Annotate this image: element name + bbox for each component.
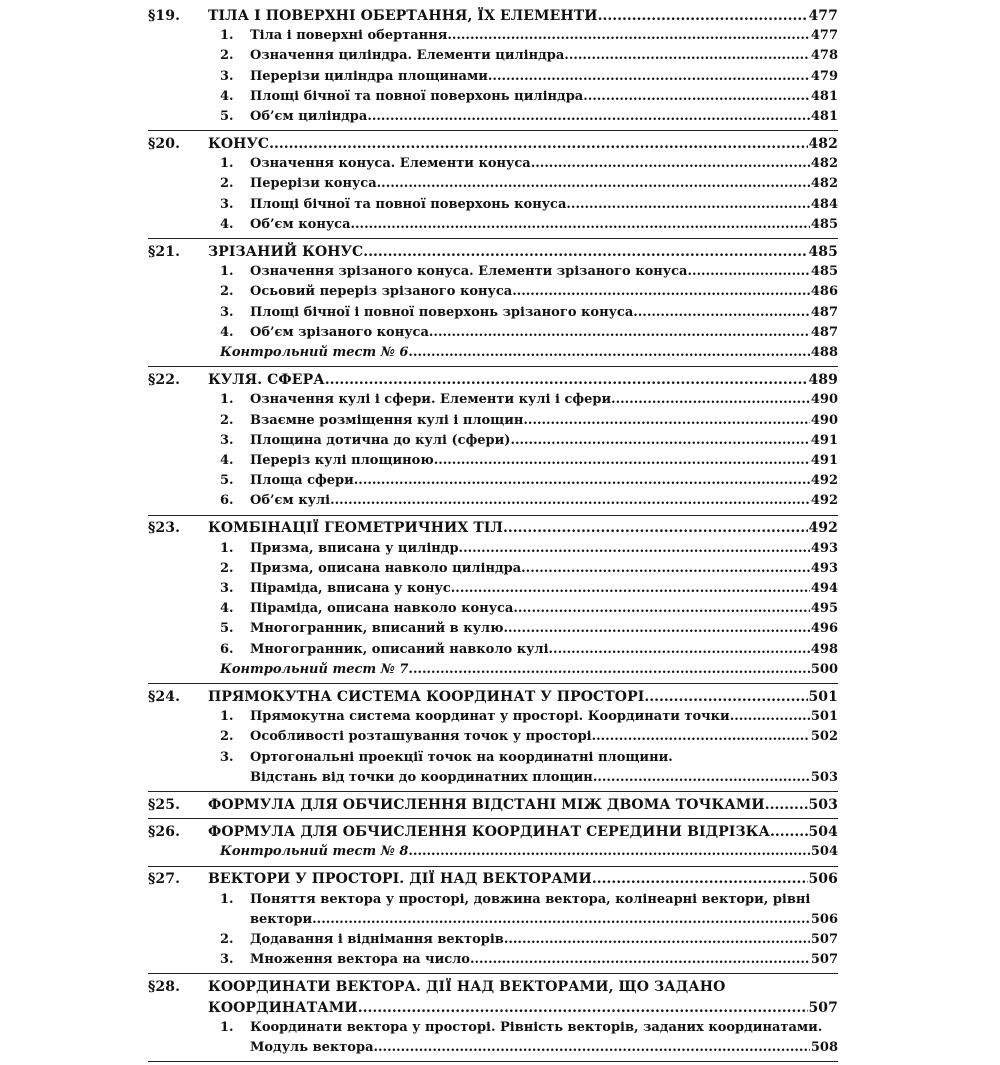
item-page: 481 bbox=[810, 88, 838, 104]
item-title: Означення циліндра. Елементи циліндра bbox=[250, 48, 565, 64]
item-number: 4. bbox=[220, 216, 234, 232]
leader-dots bbox=[451, 579, 810, 599]
item-title: Об’єм циліндра bbox=[250, 108, 368, 124]
item-page: 477 bbox=[810, 28, 838, 44]
item-number: 1. bbox=[220, 264, 234, 280]
leader-dots bbox=[363, 242, 808, 262]
item-title: Означення кулі і сфери. Елементи кулі і сфери bbox=[250, 392, 612, 408]
leader-dots bbox=[523, 411, 810, 431]
section-page: 477 bbox=[808, 7, 838, 24]
section-title: ЗРІЗАНИЙ КОНУС bbox=[208, 244, 364, 261]
item-title: Ортогональні проекції точок на координатні площини. bbox=[250, 749, 673, 765]
item-page: 493 bbox=[810, 560, 838, 576]
control-test-page: 488 bbox=[810, 344, 838, 360]
item-number: 2. bbox=[220, 729, 234, 745]
leader-dots bbox=[354, 471, 810, 491]
section-title: КОМБІНАЦІЇ ГЕОМЕТРИЧНИХ ТІЛ bbox=[208, 520, 503, 537]
item-page: 491 bbox=[810, 452, 838, 468]
toc-item bbox=[148, 431, 838, 451]
toc-item bbox=[148, 471, 838, 491]
section-title: ТІЛА І ПОВЕРХНІ ОБЕРТАННЯ, ЇХ ЕЛЕМЕНТИ bbox=[208, 7, 598, 24]
control-test-title: Контрольний тест № 7 bbox=[220, 661, 409, 677]
item-number: 2. bbox=[220, 560, 234, 576]
item-title: Особливості розташування точок у просторі bbox=[250, 729, 592, 745]
section-heading bbox=[148, 822, 838, 842]
section-page: 489 bbox=[808, 372, 838, 389]
section-page: 504 bbox=[808, 824, 838, 841]
item-page: 494 bbox=[810, 581, 838, 597]
toc-section bbox=[148, 242, 838, 367]
item-title: Площа сфери bbox=[250, 473, 354, 489]
toc-item-line bbox=[148, 748, 838, 768]
item-number: 2. bbox=[220, 284, 234, 300]
section-number: §20. bbox=[148, 136, 181, 153]
section-title: ПРЯМОКУТНА СИСТЕМА КООРДИНАТ У ПРОСТОРІ bbox=[208, 688, 645, 705]
toc-section bbox=[148, 519, 838, 685]
toc-section bbox=[148, 370, 838, 515]
control-test-title: Контрольний тест № 6 bbox=[220, 344, 409, 360]
item-number: 2. bbox=[220, 932, 234, 948]
item-page: 507 bbox=[810, 952, 838, 968]
item-page: 492 bbox=[810, 493, 838, 509]
item-title: Множення вектора на число bbox=[250, 952, 470, 968]
leader-dots bbox=[488, 67, 810, 87]
item-page: 503 bbox=[810, 769, 838, 785]
section-number: §19. bbox=[148, 7, 181, 24]
item-page: 492 bbox=[810, 473, 838, 489]
toc-section bbox=[148, 134, 838, 239]
leader-dots bbox=[644, 687, 808, 707]
item-page: 508 bbox=[810, 1039, 838, 1055]
leader-dots bbox=[447, 26, 810, 46]
item-number: 2. bbox=[220, 412, 234, 428]
leader-dots bbox=[504, 930, 810, 950]
toc-item bbox=[148, 262, 838, 282]
toc-item bbox=[148, 154, 838, 174]
item-title: Поняття вектора у просторі, довжина вектора, колінеарні вектори, рівні bbox=[250, 891, 811, 907]
toc-item-line-2 bbox=[148, 1038, 838, 1058]
toc-item bbox=[148, 87, 838, 107]
item-title: Площі бічної та повної поверхонь конуса bbox=[250, 196, 567, 212]
toc-item bbox=[148, 579, 838, 599]
item-page: 495 bbox=[810, 601, 838, 617]
toc-item bbox=[148, 727, 838, 747]
table-of-contents bbox=[148, 6, 838, 1065]
item-title: Площі бічної та повної поверхонь циліндра bbox=[250, 88, 584, 104]
leader-dots bbox=[583, 87, 810, 107]
section-page: 485 bbox=[808, 244, 838, 261]
item-page: 487 bbox=[810, 304, 838, 320]
section-number: §24. bbox=[148, 688, 181, 705]
item-page: 479 bbox=[810, 68, 838, 84]
item-number: 3. bbox=[220, 432, 234, 448]
toc-item bbox=[148, 175, 838, 195]
item-page: 485 bbox=[810, 216, 838, 232]
item-title: Переріз кулі площиною bbox=[250, 452, 434, 468]
leader-dots bbox=[503, 518, 809, 538]
toc-item-line bbox=[148, 1018, 838, 1038]
section-number: §22. bbox=[148, 372, 181, 389]
item-number: 6. bbox=[220, 641, 234, 657]
item-page: 482 bbox=[810, 176, 838, 192]
item-number: 1. bbox=[220, 540, 234, 556]
item-title: Прямокутна система координат у просторі. Координати точки bbox=[250, 709, 730, 725]
leader-dots bbox=[408, 343, 810, 363]
section-title: ВЕКТОРИ У ПРОСТОРІ. ДІЇ НАД ВЕКТОРАМИ bbox=[208, 871, 592, 888]
item-title: Призма, описана навколо циліндра bbox=[250, 560, 522, 576]
leader-dots bbox=[367, 107, 810, 127]
toc-item bbox=[148, 67, 838, 87]
item-number: 6. bbox=[220, 493, 234, 509]
item-page: 485 bbox=[810, 264, 838, 280]
item-number: 3. bbox=[220, 68, 234, 84]
toc-section bbox=[148, 977, 838, 1062]
item-number: 3. bbox=[220, 304, 234, 320]
leader-dots bbox=[564, 46, 810, 66]
leader-dots bbox=[765, 795, 809, 815]
toc-item bbox=[148, 282, 838, 302]
toc-section bbox=[148, 687, 838, 792]
leader-dots bbox=[459, 539, 810, 559]
leader-dots bbox=[592, 869, 809, 889]
control-test bbox=[148, 343, 838, 363]
toc-item bbox=[148, 539, 838, 559]
item-page: 481 bbox=[810, 108, 838, 124]
section-page: 507 bbox=[808, 999, 838, 1016]
toc-item bbox=[148, 707, 838, 727]
section-page: 501 bbox=[808, 688, 838, 705]
toc-item-line-2 bbox=[148, 910, 838, 930]
leader-dots bbox=[687, 262, 810, 282]
toc-item bbox=[148, 26, 838, 46]
item-title: Піраміда, вписана у конус bbox=[250, 581, 451, 597]
section-page: 482 bbox=[808, 136, 838, 153]
item-title: Многогранник, описаний навколо кулі bbox=[250, 641, 549, 657]
leader-dots bbox=[330, 491, 810, 511]
item-number: 4. bbox=[220, 324, 234, 340]
item-page: 507 bbox=[810, 932, 838, 948]
item-title: Об’єм кулі bbox=[250, 493, 331, 509]
item-number: 1. bbox=[220, 392, 234, 408]
section-page: 503 bbox=[808, 796, 838, 813]
leader-dots bbox=[593, 768, 810, 788]
item-page: 478 bbox=[810, 48, 838, 64]
leader-dots bbox=[503, 619, 810, 639]
item-title-continued: Відстань від точки до координатних площин bbox=[250, 769, 593, 785]
leader-dots bbox=[598, 6, 809, 26]
item-page: 482 bbox=[810, 156, 838, 172]
leader-dots bbox=[429, 323, 810, 343]
leader-dots bbox=[434, 451, 810, 471]
section-page: 506 bbox=[808, 871, 838, 888]
leader-dots bbox=[521, 559, 810, 579]
toc-item bbox=[148, 390, 838, 410]
toc-item bbox=[148, 195, 838, 215]
item-title: Додавання і віднімання векторів bbox=[250, 932, 504, 948]
toc-item bbox=[148, 619, 838, 639]
section-title-continued: КООРДИНАТАМИ bbox=[208, 999, 358, 1016]
item-title: Взаємне розміщення кулі і площин bbox=[250, 412, 524, 428]
item-title: Означення зрізаного конуса. Елементи зрізаного конуса bbox=[250, 264, 688, 280]
toc-item bbox=[148, 451, 838, 471]
toc-section bbox=[148, 6, 838, 131]
toc-item bbox=[148, 640, 838, 660]
item-page: 498 bbox=[810, 641, 838, 657]
item-title-continued: Модуль вектора bbox=[250, 1039, 374, 1055]
leader-dots bbox=[770, 822, 808, 842]
item-title: Перерізи конуса bbox=[250, 176, 377, 192]
section-heading bbox=[148, 870, 838, 890]
section-title: ФОРМУЛА ДЛЯ ОБЧИСЛЕННЯ КООРДИНАТ СЕРЕДИНИ ВІДРІЗКА bbox=[208, 824, 771, 841]
item-number: 3. bbox=[220, 196, 234, 212]
toc-item bbox=[148, 491, 838, 511]
item-number: 1. bbox=[220, 28, 234, 44]
leader-dots bbox=[325, 370, 809, 390]
leader-dots bbox=[312, 910, 810, 930]
leader-dots bbox=[351, 215, 811, 235]
section-heading bbox=[148, 519, 838, 539]
item-number: 3. bbox=[220, 749, 234, 765]
item-page: 501 bbox=[810, 709, 838, 725]
item-page: 506 bbox=[810, 911, 838, 927]
item-number: 3. bbox=[220, 581, 234, 597]
item-title: Осьовий переріз зрізаного конуса bbox=[250, 284, 513, 300]
section-title: КООРДИНАТИ ВЕКТОРА. ДІЇ НАД ВЕКТОРАМИ, ЩО ЗАДАНО bbox=[208, 979, 726, 996]
item-number: 1. bbox=[220, 709, 234, 725]
section-page: 492 bbox=[808, 520, 838, 537]
control-test bbox=[148, 842, 838, 862]
leader-dots bbox=[377, 174, 810, 194]
leader-dots bbox=[408, 842, 810, 862]
toc-section bbox=[148, 795, 838, 819]
section-heading bbox=[148, 370, 838, 390]
item-page: 487 bbox=[810, 324, 838, 340]
item-number: 1. bbox=[220, 891, 234, 907]
section-title: КОНУС bbox=[208, 136, 270, 153]
toc-section bbox=[148, 870, 838, 975]
item-title: Об’єм зрізаного конуса bbox=[250, 324, 429, 340]
leader-dots bbox=[374, 1038, 811, 1058]
item-page: 486 bbox=[810, 284, 838, 300]
item-number: 4. bbox=[220, 601, 234, 617]
section-title: ФОРМУЛА ДЛЯ ОБЧИСЛЕННЯ ВІДСТАНІ МІЖ ДВОМА ТОЧКАМИ bbox=[208, 796, 765, 813]
section-heading-line-2 bbox=[148, 998, 838, 1018]
toc-item bbox=[148, 323, 838, 343]
item-number: 2. bbox=[220, 176, 234, 192]
section-heading bbox=[148, 687, 838, 707]
item-number: 5. bbox=[220, 108, 234, 124]
control-test-page: 504 bbox=[810, 844, 838, 860]
item-title: Означення конуса. Елементи конуса bbox=[250, 156, 531, 172]
section-number: §27. bbox=[148, 871, 181, 888]
section-title: КУЛЯ. СФЕРА bbox=[208, 372, 325, 389]
control-test-title: Контрольний тест № 8 bbox=[220, 844, 409, 860]
section-heading bbox=[148, 134, 838, 154]
item-page: 496 bbox=[810, 621, 838, 637]
item-title: Перерізи циліндра площинами bbox=[250, 68, 488, 84]
item-number: 3. bbox=[220, 952, 234, 968]
leader-dots bbox=[510, 431, 810, 451]
leader-dots bbox=[611, 390, 810, 410]
toc-item bbox=[148, 107, 838, 127]
section-number: §23. bbox=[148, 520, 181, 537]
toc-item bbox=[148, 950, 838, 970]
control-test-page: 500 bbox=[810, 661, 838, 677]
item-number: 4. bbox=[220, 452, 234, 468]
toc-item-line-2 bbox=[148, 768, 838, 788]
item-title: Тіла і поверхні обертання bbox=[250, 28, 448, 44]
leader-dots bbox=[633, 303, 810, 323]
item-title: Многогранник, вписаний в кулю bbox=[250, 621, 504, 637]
leader-dots bbox=[730, 707, 810, 727]
leader-dots bbox=[470, 950, 810, 970]
item-title: Призма, вписана у циліндр bbox=[250, 540, 459, 556]
item-number: 2. bbox=[220, 48, 234, 64]
section-heading bbox=[148, 795, 838, 815]
leader-dots bbox=[513, 599, 810, 619]
item-title: Піраміда, описана навколо конуса bbox=[250, 601, 514, 617]
item-number: 1. bbox=[220, 1019, 234, 1035]
item-page: 493 bbox=[810, 540, 838, 556]
toc-item bbox=[148, 303, 838, 323]
toc-item bbox=[148, 559, 838, 579]
section-heading bbox=[148, 242, 838, 262]
item-number: 5. bbox=[220, 621, 234, 637]
section-number: §25. bbox=[148, 796, 181, 813]
section-number: §26. bbox=[148, 824, 181, 841]
toc-section bbox=[148, 822, 838, 866]
item-title: Площі бічної і повної поверхонь зрізаного конуса bbox=[250, 304, 634, 320]
section-heading bbox=[148, 6, 838, 26]
section-number: §21. bbox=[148, 244, 181, 261]
item-title: Площина дотична до кулі (сфери) bbox=[250, 432, 511, 448]
item-page: 502 bbox=[810, 729, 838, 745]
leader-dots bbox=[358, 998, 809, 1018]
section-heading-line bbox=[148, 977, 838, 997]
item-page: 484 bbox=[810, 196, 838, 212]
leader-dots bbox=[531, 154, 810, 174]
item-title-continued: вектори bbox=[250, 911, 313, 927]
leader-dots bbox=[592, 727, 810, 747]
leader-dots bbox=[549, 640, 810, 660]
item-page: 490 bbox=[810, 412, 838, 428]
item-number: 5. bbox=[220, 473, 234, 489]
toc-item bbox=[148, 930, 838, 950]
toc-item bbox=[148, 599, 838, 619]
section-number: §28. bbox=[148, 979, 181, 996]
toc-item bbox=[148, 215, 838, 235]
toc-item-line bbox=[148, 890, 838, 910]
toc-item bbox=[148, 411, 838, 431]
item-number: 1. bbox=[220, 156, 234, 172]
toc-item bbox=[148, 46, 838, 66]
item-page: 490 bbox=[810, 392, 838, 408]
control-test bbox=[148, 660, 838, 680]
leader-dots bbox=[512, 282, 810, 302]
item-page: 491 bbox=[810, 432, 838, 448]
item-number: 4. bbox=[220, 88, 234, 104]
item-title: Об’єм конуса bbox=[250, 216, 351, 232]
leader-dots bbox=[269, 134, 808, 154]
leader-dots bbox=[408, 660, 810, 680]
leader-dots bbox=[566, 195, 810, 215]
item-title: Координати вектора у просторі. Рівність векторів, заданих координатами. bbox=[250, 1019, 823, 1035]
